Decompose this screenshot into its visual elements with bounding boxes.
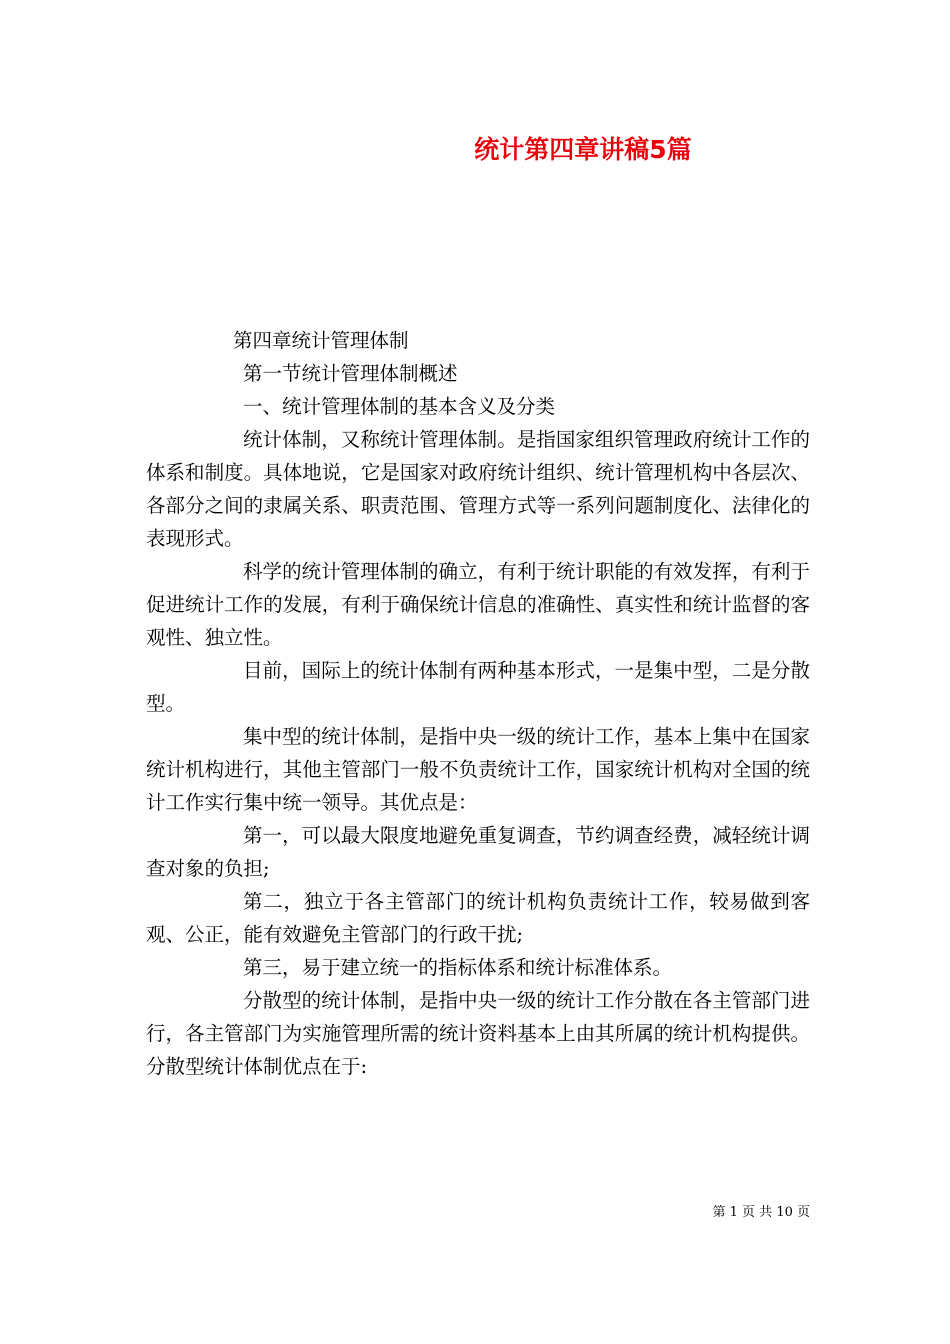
subsection-heading: 一、统计管理体制的基本含义及分类 <box>243 395 556 418</box>
body-paragraph: 第二，独立于各主管部门的统计机构负责统计工作，较易做到客观、公正，能有效避免主管部门的行政干扰; <box>146 890 810 946</box>
body-paragraph: 第一，可以最大限度地避免重复调查，节约调查经费，减轻统计调查对象的负担; <box>146 824 810 880</box>
body-paragraph: 集中型的统计体制，是指中央一级的统计工作，基本上集中在国家统计机构进行，其他主管部门一般不负责统计工作，国家统计机构对全国的统计工作实行集中统一领导。其优点是： <box>146 725 810 814</box>
body-paragraph: 分散型的统计体制，是指中央一级的统计工作分散在各主管部门进行，各主管部门为实施管理所需的统计资料基本上由其所属的统计机构提供。分散型统计体制优点在于: <box>146 989 810 1078</box>
body-paragraph: 第三，易于建立统一的指标体系和统计标准体系。 <box>243 956 673 979</box>
chapter-heading: 第四章统计管理体制 <box>233 329 409 352</box>
document-title: 统计第四章讲稿5篇 <box>474 135 692 164</box>
section-heading: 第一节统计管理体制概述 <box>243 362 458 385</box>
body-paragraph: 目前，国际上的统计体制有两种基本形式，一是集中型，二是分散型。 <box>146 659 810 715</box>
body-paragraph: 统计体制，又称统计管理体制。是指国家组织管理政府统计工作的体系和制度。具体地说，它是国家对政府统计组织、统计管理机构中各层次、各部分之间的隶属关系、职责范围、管理方式等一系列问题制度化、法律化的表现形式。 <box>146 428 810 550</box>
document-body <box>146 324 810 1083</box>
page-number: 第 1 页 共 10 页 <box>712 1205 810 1220</box>
body-paragraph: 科学的统计管理体制的确立，有利于统计职能的有效发挥，有利于促进统计工作的发展，有利于确保统计信息的准确性、真实性和统计监督的客观性、独立性。 <box>146 560 810 649</box>
